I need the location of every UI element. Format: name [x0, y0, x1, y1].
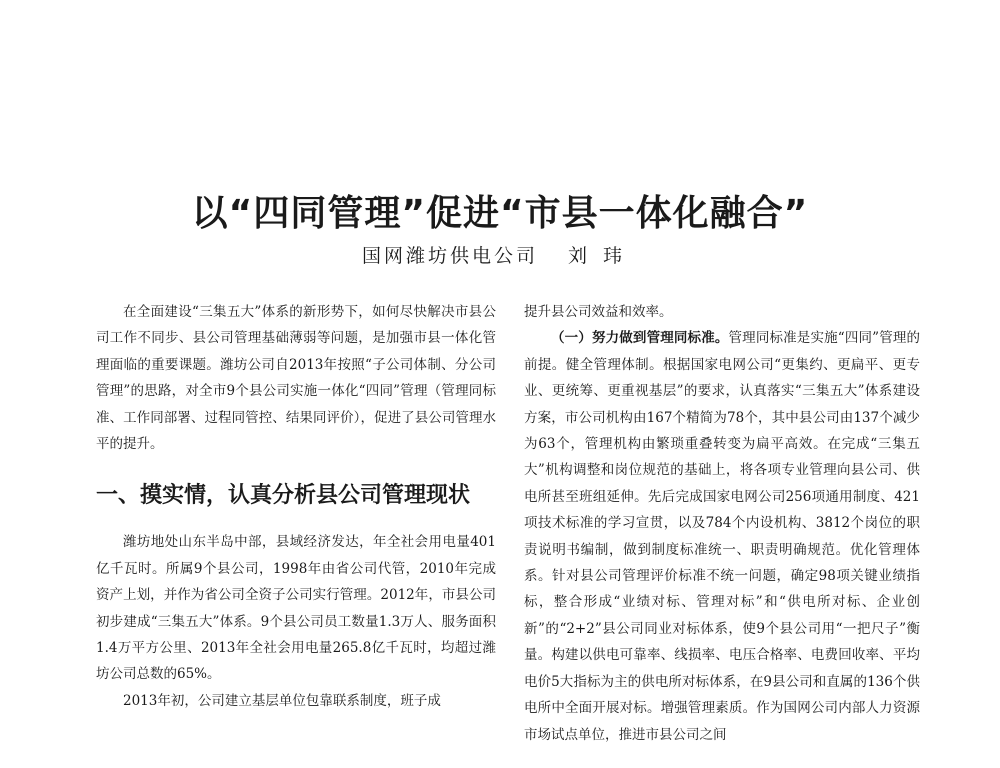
subsection-heading: （一）努力做到管理同标准。 — [551, 330, 729, 347]
continued-paragraph: 提升县公司效益和效率。 — [524, 304, 673, 320]
left-column — [96, 299, 496, 714]
right-column — [524, 299, 920, 748]
author-organization: 国网潍坊供电公司 — [361, 245, 538, 267]
subsection-text: 管理同标准是实施“四同”管理的前提。健全管理体制。根据国家电网公司“更集约、更扁平、更专业、更统筹、更重视基层”的要求，认真落实“三集五大”体系建设方案，市公司机构由167个精简为78个，其中县公司由137个减少为63个，管理机构由繁琐重叠转变为扁平高效。在完成“三集五大”机构调整和岗位规范的基础上，将各项专业管理向县公司、供电所甚至班组延伸。先后完成国家电网公司256项通用制度、421项技术标准的学习宣贯，以及784个内设机构、3812个岗位的职责说明书编制，做到制度标准统一、职责明确规范。优化管理体系。针对县公司管理评价标准不统一问题，确定98项关键业绩指标，整合形成“业绩对标、管理对标”和“供电所对标、企业创新”的“2+2”县公司同业对标体系，使9个县公司用“一把尺子”衡量。构建以供电可靠率、线损率、电压合格率、电费回收率、平均电价5大指标为主的供电所对标体系，在9县公司和直属的136个供电所中全面开展对标。增强管理素质。作为国网公司内部人力资源市场试点单位，推进市县公司之间 — [524, 330, 921, 743]
section-number: 一、 — [96, 483, 141, 509]
section-heading — [96, 477, 496, 515]
body-paragraph: 2013年初，公司建立基层单位包靠联系制度，班子成 — [123, 692, 441, 709]
article-title: 以“四同管理”促进“市县一体化融合” — [191, 193, 809, 235]
section-title: 摸实情，认真分析县公司管理现状 — [140, 483, 471, 509]
body-paragraph — [524, 325, 920, 748]
body-paragraph: 潍坊地处山东半岛中部，县域经济发达，年全社会用电量401亿千瓦时。所属9个县公司，1998年由省公司代管，2010年完成资产上划，并作为省公司全资子公司实行管理。2012年，市县公司初步建成“三集五大”体系。9个县公司员工数量1.3万人、服务面积1.4万平方公里、2013年全社会用电量265.8亿千瓦时，均超过潍坊公司总数的65%。 — [96, 534, 496, 683]
byline — [0, 243, 1000, 269]
intro-paragraph: 在全面建设“三集五大”体系的新形势下，如何尽快解决市县公司工作不同步、县公司管理基础薄弱等问题，是加强市县一体化管理面临的重要课题。潍坊公司自2013年按照“子公司体制、分公司管理”的思路，对全市9个县公司实施一体化“四同”管理（管理同标准、工作同部署、过程同管控、结果同评价），促进了县公司管理水平的提升。 — [96, 304, 496, 453]
author-name: 刘玮 — [568, 245, 639, 267]
